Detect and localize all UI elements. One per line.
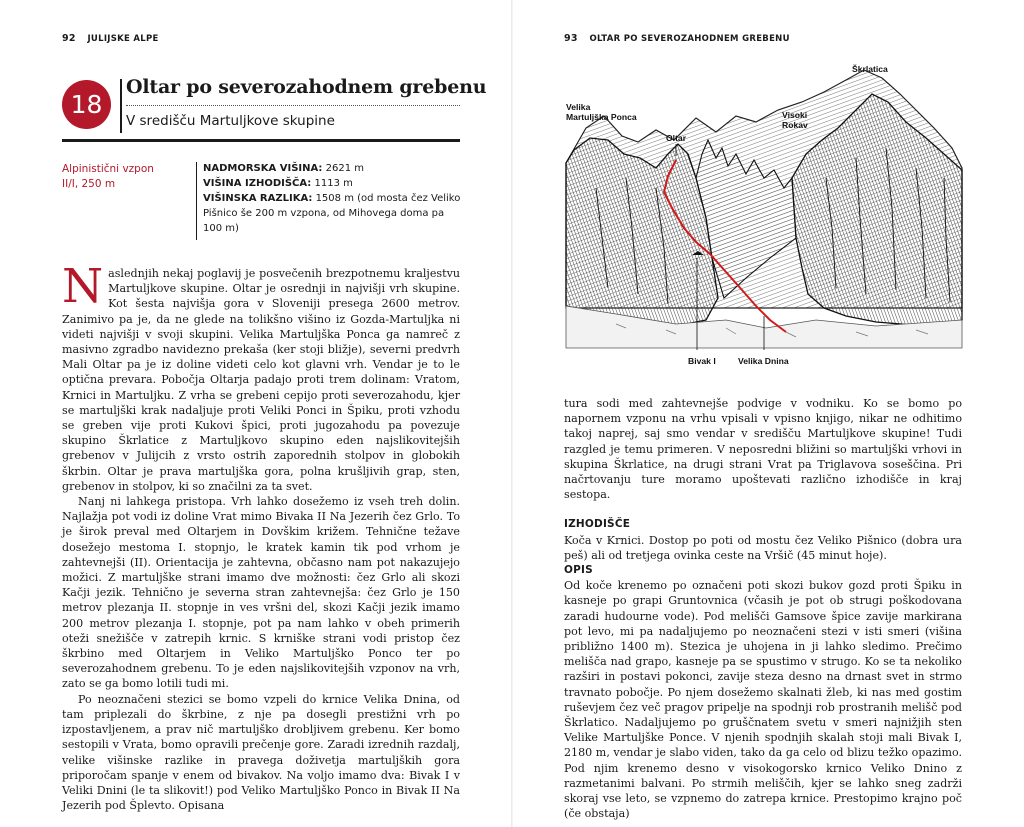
label-bivak: Bivak I (688, 356, 716, 366)
heading-opis: OPIS (564, 564, 593, 577)
route-title: Oltar po severozahodnem grebenu (126, 76, 487, 98)
label-ponca-line1: Velika (566, 102, 591, 112)
label-ponca-line2: Martuljška Ponca (566, 112, 637, 122)
route-facts (203, 161, 465, 236)
fact-value: 1508 m (od mosta čez Veliko Pišnico še 200 m vzpona, od Mihovega doma pa 100 m) (203, 193, 461, 234)
page-number: 93 (564, 33, 578, 44)
header-rule (62, 139, 460, 142)
label-skrlatica: Škrlatica (852, 64, 888, 74)
route-grade (62, 162, 154, 192)
page-number: 92 (62, 33, 76, 44)
izhodisce-text: Koča v Krnici. Dostop po poti od mostu čez Veliko Pišnico (dobra ura peš) ali od tretjega ovinka ceste na Vršič (45 minut hoje). (564, 533, 962, 562)
label-oltar: Oltar (666, 133, 687, 143)
body-paragraph: Po neoznačeni stezici se bomo vzpeli do krnice Velika Dnina, od tam priplezali do škrbine, z nje pa dosegli prestižni vrh po izpostavljenem, a prav nič martuljško drobljivem grebenu. Ker bomo sestopili v Vrata, bomo opravili prečenje gore. Zaradi izrednih razdalj, velike višinske razlike in pravega doživetja martuljških gora priporočam spanje v enem od bivakov. Na voljo imamo dva: Bivak I v Veliki Dnini (le ta slikovit!) pod Veliko Martuljško Ponco in Bivak II Na Jezerih pod Šplevto. Opisana (62, 692, 460, 813)
intro-text: aslednjih nekaj poglavij je posvečenih brezpotnemu kraljestvu Martuljkove skupine. Oltar je osrednji in najvišji vrh skupine. Kot šesta najvišja gora v Sloveniji presega 2600 metrov. Zanimivo pa je, da ne glede na tolikšno višino iz Gozda-Martuljka ni videti najvišji v svoji skupini. Velika Martuljška Ponca ga namreč z masivno zgradbo navidezno prekaša (ker stoji bližje), severni predvrh Mali Oltar pa je iz doline videti celo kot glavni vrh. Vendar je to le optična prevara. Pobočja Oltarja padajo proti trem dolinam: Vratom, Krnici in Martuljku. Z vrha se grebeni cepijo proti severozahodu, kjer se martuljški krak nadaljuje proti Veliki Ponci in Špiku, proti vzhodu se greben vije proti Kukovi špici, proti jugozahodu pa povezuje skupino Škrlatice z Martuljkovo skupino eden najslikovitejših grebenov v Julijcih z vrsto ostrih zaporednih stolpov in globokih škrbin. Oltar je prava martuljška gora, polna krušljivih grap, sten, grebenov in stolpov, ki so značilni za ta svet. (62, 267, 460, 493)
dotted-rule (126, 105, 460, 106)
fact-label: VIŠINSKA RAZLIKA: (203, 193, 313, 204)
running-header-left (62, 33, 159, 44)
heading-izhodisce: IZHODIŠČE (564, 518, 631, 531)
route-subtitle: V središču Martuljkove skupine (126, 113, 335, 129)
intro-paragraph (62, 259, 460, 494)
fact-elevation-gain (203, 191, 465, 236)
spacer (564, 502, 962, 517)
section-title: OLTAR PO SEVEROZAHODNEM GREBENU (589, 34, 790, 44)
mountain-route-illustration (556, 58, 968, 378)
grade-value: II/I, 250 m (62, 178, 116, 190)
label-rokav-line1: Visoki (782, 110, 808, 120)
running-header-right (564, 33, 790, 44)
fact-label: VIŠINA IZHODIŠČA: (203, 178, 312, 189)
fact-altitude (203, 161, 465, 176)
fact-label: NADMORSKA VIŠINA: (203, 163, 323, 174)
label-rokav-line2: Rokav (782, 120, 808, 130)
title-divider (120, 79, 122, 133)
body-paragraph: tura sodi med zahtevnejše podvige v vodniku. Ko se bomo po napornem vzponu na vrhu vpisali v vpisno knjigo, nikar ne odhitimo takoj naprej, saj smo vendar v središču Martuljkove skupine! Tudi razgled je temu primeren. V neposredni bližini so martuljški vrhovi in skupina Škrlatice, na drugi strani Vrat pa Triglavova soseščina. Pri načrtovanju ture moramo upoštevati različno izhodišče in kraj sestopa. (564, 397, 962, 502)
opis-text: Od koče krenemo po označeni poti skozi bukov gozd proti Špiku in kasneje po grapi Gruntovnica (včasih je pot ob strugi poškodovana zaradi hudourne vode). Pod melišči Gamsove špice zavije markirana pot levo, mi pa nadaljujemo po neoznačeni stezi v isti smeri (višina približno 1400 m). Stezica je uhojena in ji lahko sledimo. Prečimo melišča nad grapo, kasneje pa se spustimo v strugo. Ko se ta nekoliko razširi in postavi pokonci, zavije steza desno na drnast svet in strmo travnato pobočje. Po njem dosežemo skalnati žleb, ki nas med gostim ruševjem čez več pragov pripelje na spodnji rob prostranih melišč pod Škrlatico. Nadaljujemo po gruščnatem svetu v smeri najnižjih sten Velike Martuljške Ponce. V njenih spodnjih skalah stoji mali Bivak I, 2180 m, vendar je slabo viden, tako da ga celo od blizu težko opazimo. Pod njim krenemo desno v visokogorsko krnico Veliko Dnino z razmetanimi balvani. Po strmih meliščih, kjer se lahko sneg zadrži skoraj vse leto, se vzpnemo do zatrepa krnice. Prestopimo krajno poč (če obstaja) (564, 579, 962, 821)
drop-cap: N (62, 259, 104, 314)
route-number-badge: 18 (62, 80, 111, 129)
facts-divider (196, 162, 197, 240)
fact-value: 1113 m (311, 178, 353, 189)
mountain-sketch (556, 58, 968, 378)
body-paragraph: Nanj ni lahkega pristopa. Vrh lahko dosežemo iz vseh treh dolin. Najlažja pot vodi iz doline Vrat mimo Bivaka II Na Jezerih čez Grlo. To je širok preval med Oltarjem in Dovškim križem. Tehnične težave dosežejo mestoma I. stopnjo, le kratek kamin tik pod vrhom je zahtevnejši (II). Orientacija je zahtevna, občasno nam pot nakazujejo možici. Z martuljške strani imamo dve možnosti: čez Grlo ali skozi Kačji jezik. Tehnično je severna stran zahtevnejša: čez Grlo je 150 metrov plezanja II. stopnje in ves vršni del, skozi Kačji jezik imamo 200 metrov plezanja I. stopnje, pot pa nam lahko v obeh primerih oteži snežišče v zatrepih krnic. S krniške strani vodi pristop čez škrbino med Oltarjem in Veliko Martuljško Ponco ter po severozahodnem grebenu. To je eden najslikovitejših vzponov na vrh, zato se ga bomo lotili tudi mi. (62, 495, 460, 691)
grade-type: Alpinistični vzpon (62, 163, 154, 175)
label-velika-dnina: Velika Dnina (738, 356, 789, 366)
fact-start-altitude (203, 176, 465, 191)
left-body-text (62, 259, 460, 813)
section-title: JULIJSKE ALPE (87, 34, 159, 44)
right-body-text (564, 396, 962, 821)
fact-value: 2621 m (322, 163, 364, 174)
